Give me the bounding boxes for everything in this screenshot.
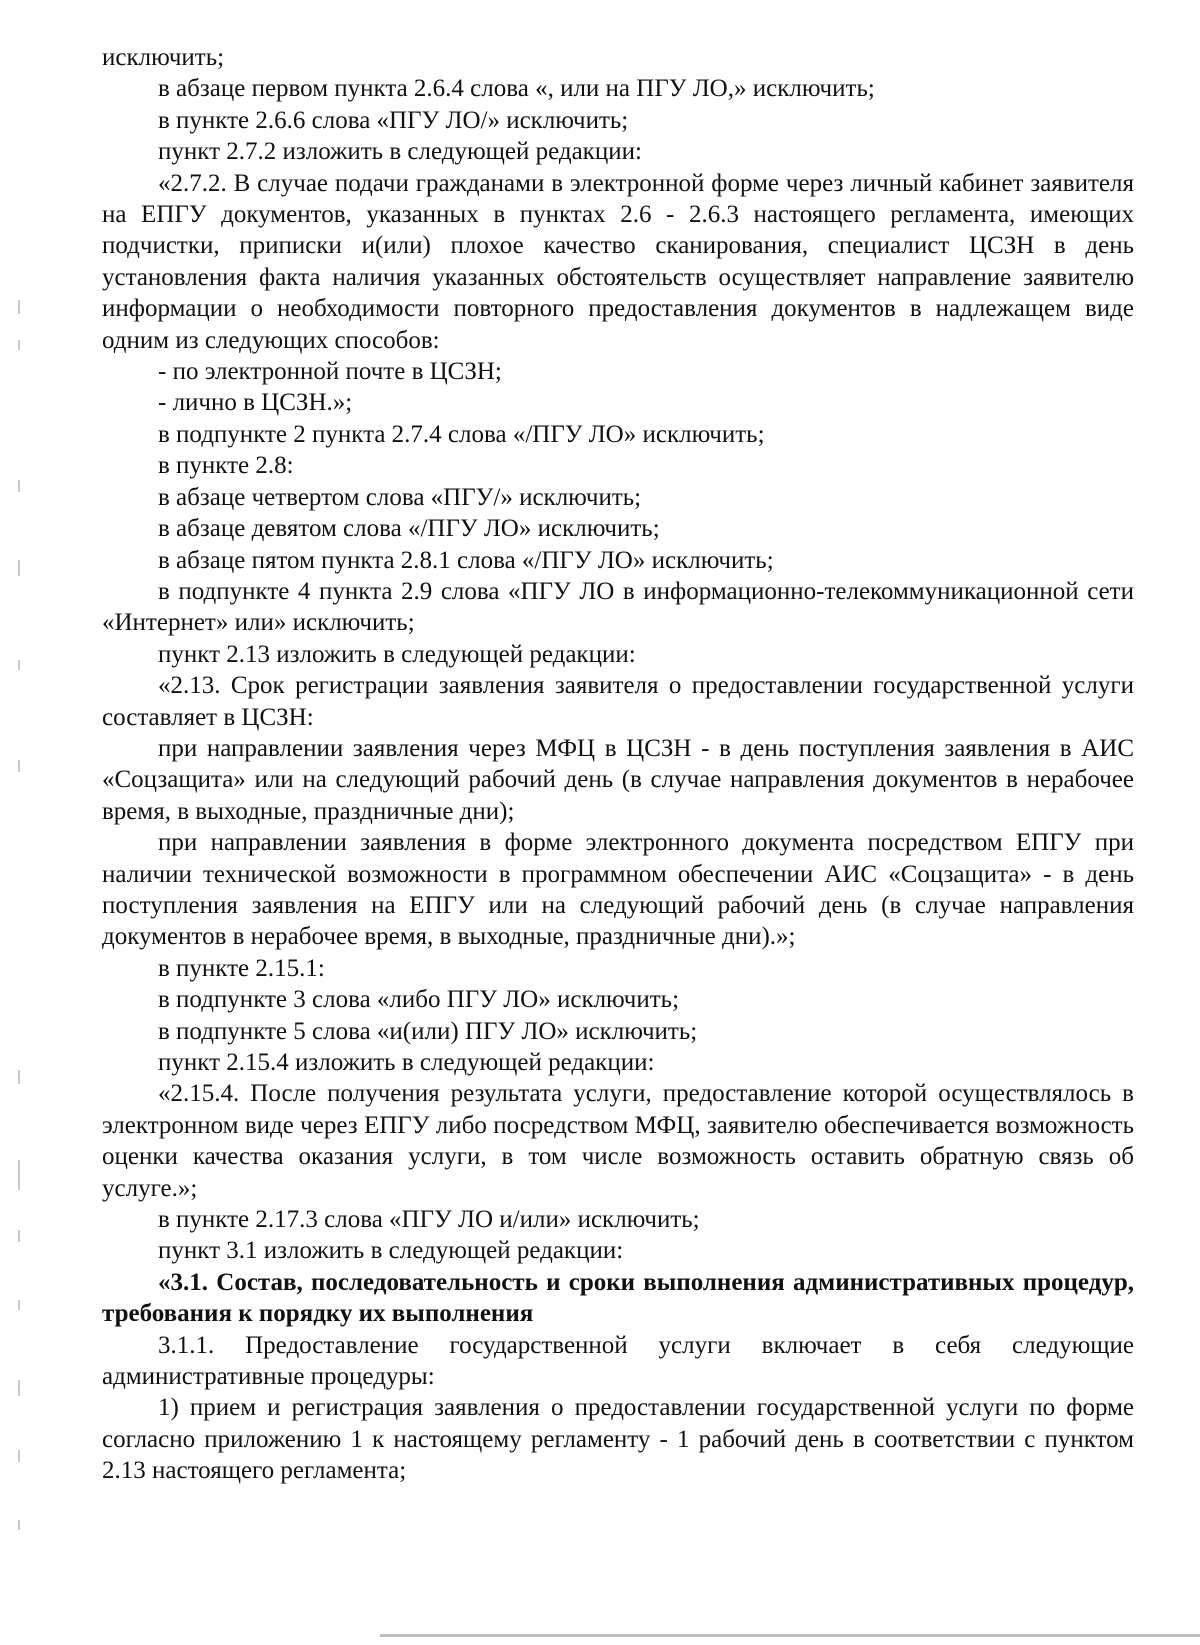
paragraph: в подпункте 3 слова «либо ПГУ ЛО» исключить; — [158, 986, 680, 1014]
paragraph: пункт 2.13 изложить в следующей редакции: — [158, 640, 636, 668]
paragraph: «2.13. Срок регистрации заявления заявителя о предоставлении государственной услуги составляет в ЦСЗН: — [102, 672, 1134, 731]
paragraph: при направлении заявления через МФЦ в ЦСЗН - в день поступления заявления в АИС «Соцзащита» или на следующий рабочий день (в случае направления документов в нерабочее время, в выходные, праздничные дни); — [102, 734, 1134, 825]
paragraph: при направлении заявления в форме электронного документа посредством ЕПГУ при наличии технической возможности в программном обеспечении АИС «Соцзащита» - в день поступления заявления на ЕПГУ или на следующий рабочий день (в случае направления документов в нерабочее время, в выходные, праздничные дни).»; — [102, 829, 1134, 951]
paragraph: пункт 2.7.2 изложить в следующей редакции: — [158, 138, 642, 166]
paragraph: 3.1.1. Предоставление государственной услуги включает в себя следующие административные процедуры: — [102, 1331, 1134, 1391]
paragraph: в абзаце пятом пункта 2.8.1 слова «/ПГУ ЛО» исключить; — [158, 546, 774, 574]
paragraph: в подпункте 5 слова «и(или) ПГУ ЛО» исключить; — [158, 1017, 698, 1045]
scan-edge-marks — [18, 0, 22, 1645]
paragraph: в пункте 2.15.1: — [158, 954, 325, 982]
paragraph: в пункте 2.17.3 слова «ПГУ ЛО и/или» исключить; — [158, 1206, 700, 1234]
paragraph: в подпункте 4 пункта 2.9 слова «ПГУ ЛО в информационно-телекоммуникационной сети «Интернет» или» исключить; — [102, 577, 1134, 637]
paragraph: 1) прием и регистрация заявления о предоставлении государственной услуги по форме согласно приложению 1 к настоящему регламенту - 1 рабочий день в соответствии с пунктом 2.13 настоящего регламента; — [102, 1394, 1134, 1485]
document-body — [102, 42, 1134, 1487]
paragraph: пункт 2.15.4 изложить в следующей редакции: — [158, 1049, 655, 1076]
paragraph: - лично в ЦСЗН.»; — [158, 389, 353, 417]
paragraph: в абзаце девятом слова «/ПГУ ЛО» исключить; — [158, 515, 660, 543]
paragraph: пункт 3.1 изложить в следующей редакции: — [158, 1237, 624, 1265]
paragraph: в пункте 2.8: — [158, 452, 294, 480]
paragraph: исключить; — [102, 44, 225, 71]
paragraph: в пункте 2.6.6 слова «ПГУ ЛО/» исключить; — [158, 106, 629, 134]
paragraph: в абзаце четвертом слова «ПГУ/» исключить; — [158, 483, 642, 511]
scan-bottom-edge — [380, 1634, 1200, 1637]
paragraph: «2.15.4. После получения результата услуги, предоставление которой осуществлялось в электронном виде через ЕПГУ либо посредством МФЦ, заявителю обеспечивается возможность оценки качества оказания услуги, в том числе возможность оставить обратную связь об услуге.»; — [102, 1080, 1134, 1202]
paragraph: «2.7.2. В случае подачи гражданами в электронной форме через личный кабинет заявителя на ЕПГУ документов, указанных в пунктах 2.6 - 2.6.3 настоящего регламента, имеющих подчистки, приписки и(или) плохое качество сканирования, специалист ЦСЗН в день установления факта наличия указанных обстоятельств осуществляет направление заявителю информации о необходимости повторного предоставления документов в надлежащем виде одним из следующих способов: — [102, 169, 1134, 354]
paragraph: в абзаце первом пункта 2.6.4 слова «, или на ПГУ ЛО,» исключить; — [158, 75, 875, 103]
section-heading: «3.1. Состав, последовательность и сроки выполнения административных процедур, требования к порядку их выполнения — [102, 1268, 1134, 1328]
paragraph: в подпункте 2 пункта 2.7.4 слова «/ПГУ ЛО» исключить; — [158, 420, 765, 448]
paragraph: - по электронной почте в ЦСЗН; — [158, 358, 502, 386]
